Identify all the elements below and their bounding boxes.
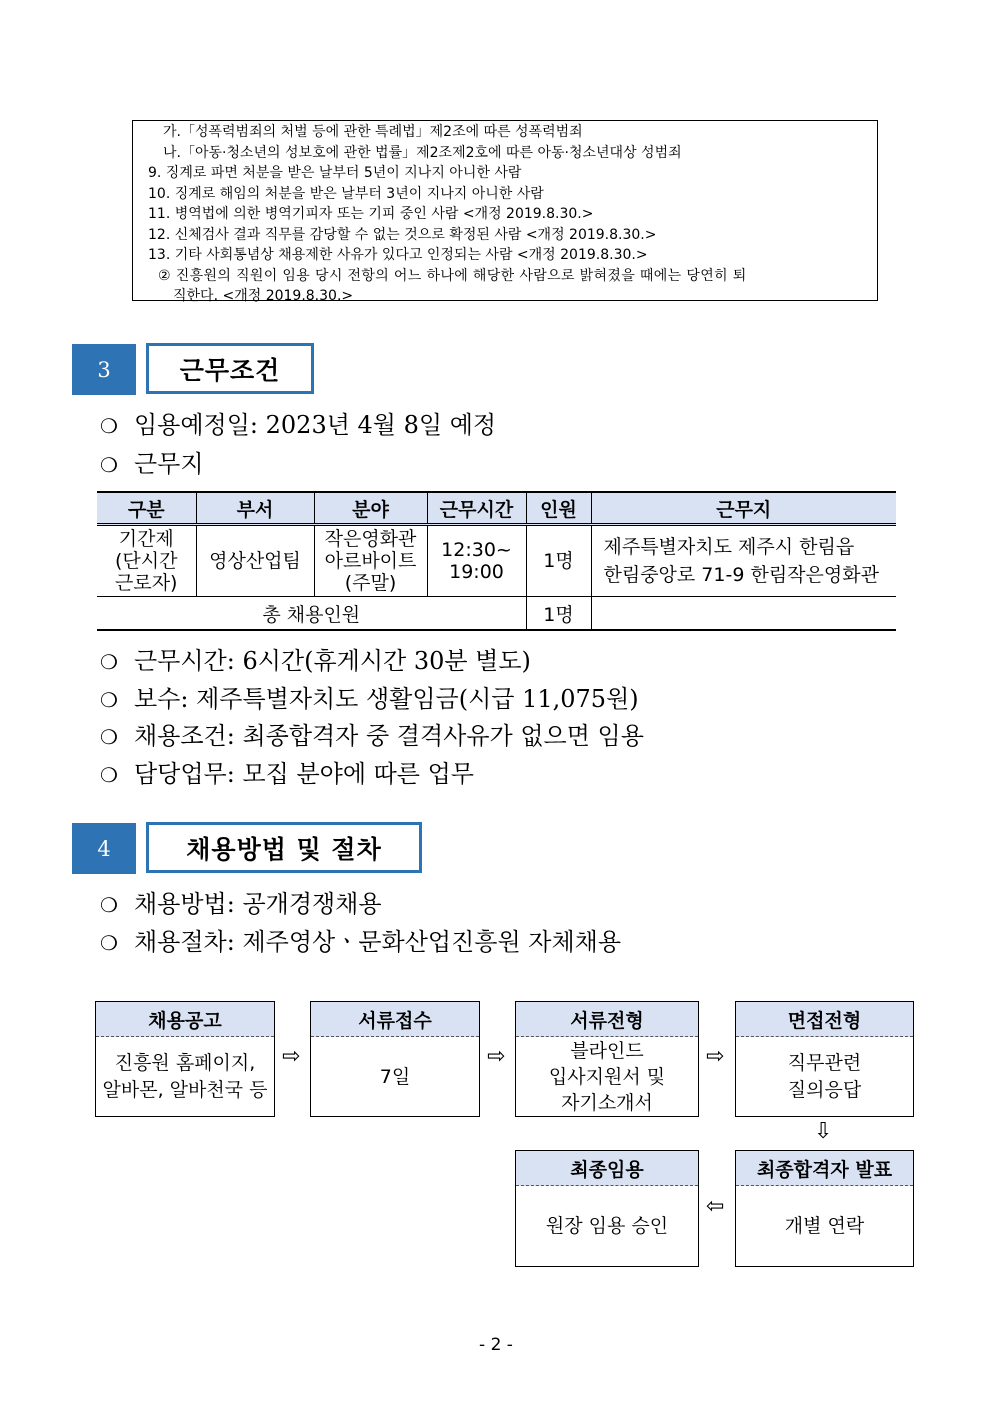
arrow-right-icon: ⇨: [282, 1044, 301, 1069]
flow-step-document-screening: [515, 1001, 699, 1117]
box-line: 가.「성폭력범죄의 처벌 등에 관한 특례법」제2조에 따른 성폭력범죄: [163, 124, 583, 140]
flow-line: 알바몬, 알바천국 등: [102, 1079, 268, 1101]
flow-step-final-appointment: [515, 1150, 699, 1267]
bullet-item: [100, 716, 644, 751]
flow-step-title: 면접전형: [736, 1002, 913, 1037]
flow-step-interview: [735, 1001, 914, 1117]
box-line: 13. 기타 사회통념상 채용제한 사유가 있다고 인정되는 사람 <개정 2019.8.30.>: [148, 247, 648, 263]
section-number: 4: [72, 823, 136, 874]
col-header: 인원: [526, 492, 591, 525]
flow-line: 7일: [379, 1065, 411, 1088]
page-number: - 2 -: [479, 1335, 513, 1355]
cell-type: [97, 525, 196, 597]
cell-line: 제주특별자치도 제주시 한림읍: [603, 536, 855, 558]
bullet-mark: ❍: [100, 725, 118, 749]
bullet-item: [100, 884, 382, 919]
arrow-left-icon: ⇦: [706, 1194, 725, 1219]
bullet-item: [100, 922, 621, 957]
bullet-text: 채용조건: 최종합격자 중 결격사유가 없으면 임용: [134, 722, 644, 750]
flow-line: 개별 연락: [784, 1215, 865, 1237]
cell-line: 19:00: [449, 561, 504, 583]
section-title: 근무조건: [146, 343, 314, 394]
box-line: 10. 징계로 해임의 처분을 받은 날부터 3년이 지나지 아니한 사람: [148, 185, 544, 202]
flow-line: 자기소개서: [561, 1092, 653, 1114]
box-line: 11. 병역법에 의한 병역기피자 또는 기피 중인 사람 <개정 2019.8.30.>: [148, 206, 594, 222]
total-row: [97, 597, 896, 631]
flow-step-title: 채용공고: [96, 1002, 274, 1037]
flow-line: 입사지원서 및: [548, 1066, 666, 1088]
box-line: 12. 신체검사 결과 직무를 감당할 수 없는 것으로 확정된 사람 <개정 2019.8.30.>: [148, 226, 657, 243]
flow-step-body: [736, 1186, 913, 1267]
cell-place: [591, 525, 896, 597]
arrow-right-icon: ⇨: [706, 1044, 725, 1069]
arrow-down-icon: ⇩: [814, 1119, 833, 1144]
cell-line: 근로자): [115, 572, 178, 594]
flow-line: 진흥원 홈페이지,: [114, 1052, 256, 1074]
col-header: 근무지: [591, 492, 896, 525]
bullet-text: 채용방법: 공개경쟁채용: [134, 890, 382, 918]
box-line: 나.「아동·청소년의 성보호에 관한 법률」제2조제2호에 따른 아동·청소년대상 성범죄: [163, 144, 682, 161]
bullet-mark: ❍: [100, 931, 118, 955]
cell-hours: [427, 525, 526, 597]
cell-line: (단시간: [115, 550, 178, 572]
flow-step-body: [516, 1037, 698, 1117]
bullet-item: [100, 641, 531, 676]
flow-step-announcement: [95, 1001, 275, 1117]
flow-step-body: [96, 1037, 274, 1117]
bullet-text: 담당업무: 모집 분야에 따른 업무: [134, 760, 474, 788]
col-header: 근무시간: [427, 492, 526, 525]
bullet-text: 채용절차: 제주영상ㆍ문화산업진흥원 자체채용: [134, 928, 622, 956]
flow-line: 블라인드: [570, 1040, 644, 1062]
flow-step-title: 최종임용: [516, 1151, 698, 1186]
section-number: 3: [72, 344, 136, 395]
empty-cell: [591, 597, 896, 631]
bullet-mark: ❍: [100, 893, 118, 917]
bullet-mark: ❍: [100, 453, 118, 477]
bullet-text: 임용예정일: 2023년 4월 8일 예정: [134, 411, 497, 439]
box-line: 직한다. <개정 2019.8.30.>: [173, 288, 354, 304]
disqualification-box: [132, 120, 878, 304]
bullet-item: [100, 444, 204, 479]
bullet-mark: ❍: [100, 763, 118, 787]
total-count: 1명: [526, 597, 591, 631]
bullet-item: [100, 405, 496, 440]
flow-step-title: 서류전형: [516, 1002, 698, 1037]
cell-line: 아르바이트: [324, 550, 417, 572]
flow-step-body: [311, 1037, 479, 1117]
col-header: 구분: [97, 492, 196, 525]
flow-step-body: [516, 1186, 698, 1267]
flow-step-body: [736, 1037, 913, 1117]
col-header: 부서: [196, 492, 314, 525]
bullet-item: [100, 679, 639, 714]
cell-dept: 영상산업팀: [196, 525, 314, 597]
cell-field: [314, 525, 427, 597]
bullet-item: [100, 754, 474, 789]
bullet-mark: ❍: [100, 688, 118, 712]
col-header: 분야: [314, 492, 427, 525]
bullet-text: 보수: 제주특별자치도 생활임금(시급 11,075원): [134, 685, 639, 713]
cell-count: 1명: [526, 525, 591, 597]
flow-step-title: 서류접수: [311, 1002, 479, 1037]
flow-step-application: [310, 1001, 480, 1117]
table-row: [97, 525, 896, 597]
cell-line: 기간제: [118, 528, 174, 550]
flow-step-final-announcement: [735, 1150, 914, 1267]
cell-line: 작은영화관: [324, 528, 417, 550]
flow-line: 질의응답: [787, 1079, 862, 1101]
box-line: 9. 징계로 파면 처분을 받은 날부터 5년이 지나지 아니한 사람: [148, 165, 522, 181]
bullet-mark: ❍: [100, 650, 118, 674]
arrow-right-icon: ⇨: [487, 1044, 506, 1069]
bullet-text: 근무시간: 6시간(휴게시간 30분 별도): [134, 647, 531, 675]
box-line: ② 진흥원의 직원이 임용 당시 전항의 어느 하나에 해당한 사람으로 밝혀졌을 때에는 당연히 퇴: [158, 267, 747, 284]
cell-line: (주말): [344, 572, 397, 594]
cell-line: 12:30~: [441, 539, 512, 561]
bullet-mark: ❍: [100, 414, 118, 438]
cell-line: 한림중앙로 71-9 한림작은영화관: [603, 564, 879, 586]
flow-step-title: 최종합격자 발표: [736, 1151, 913, 1186]
flow-line: 원장 임용 승인: [545, 1215, 669, 1237]
flow-line: 직무관련: [787, 1052, 862, 1074]
work-table: [97, 491, 896, 631]
section-title: 채용방법 및 절차: [146, 822, 422, 873]
bullet-text: 근무지: [134, 450, 204, 478]
total-label: 총 채용인원: [97, 597, 526, 631]
